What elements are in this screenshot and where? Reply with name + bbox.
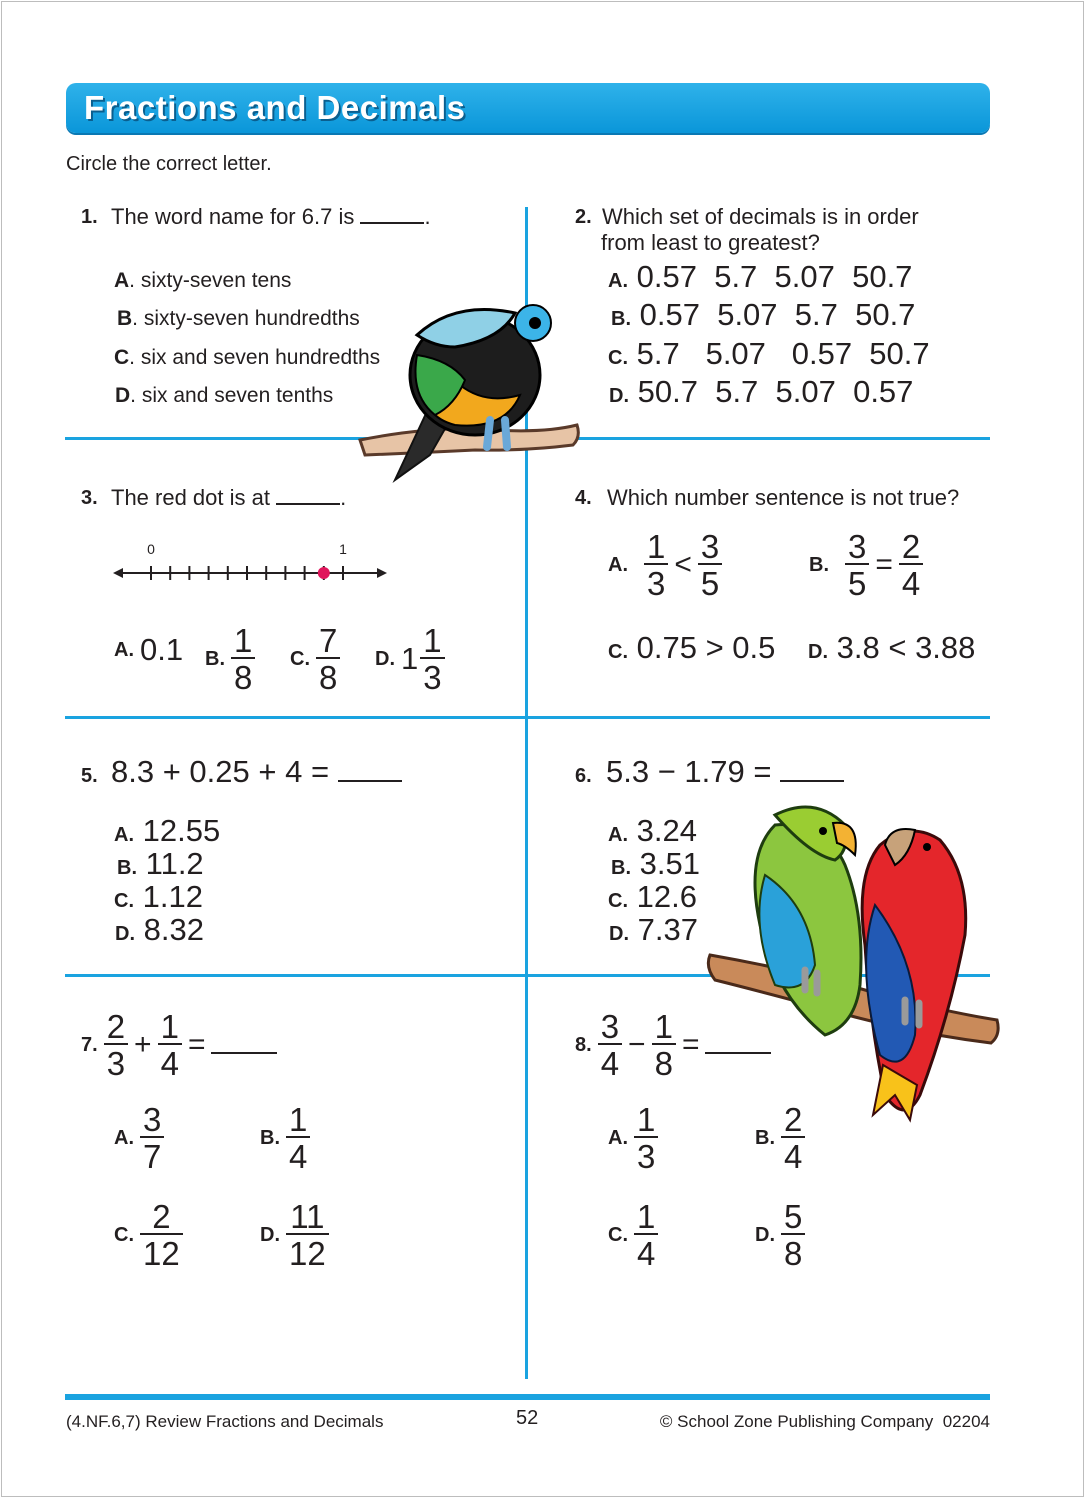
option-c[interactable]: C. 12.6 — [608, 879, 697, 914]
numerator: 1 — [637, 1198, 656, 1235]
fraction — [316, 624, 340, 694]
question-end: . — [424, 204, 431, 229]
option-b[interactable]: B. 11.2 — [117, 846, 204, 881]
page-number: 52 — [516, 1407, 539, 1429]
option-a[interactable]: A . 0.1 — [114, 632, 184, 667]
toucan-illustration — [355, 255, 585, 485]
option-letter: B — [117, 857, 132, 879]
fraction — [140, 1103, 164, 1173]
option-d[interactable]: D. 8.32 — [115, 912, 204, 947]
denominator: 5 — [845, 563, 869, 600]
option-letter: D — [755, 1223, 770, 1246]
option-letter: C — [290, 647, 305, 670]
option-d[interactable]: D. 7.37 — [609, 912, 698, 947]
denominator: 4 — [158, 1043, 182, 1080]
fraction — [781, 1200, 805, 1270]
operator: + — [134, 1028, 152, 1061]
question-text — [111, 754, 402, 790]
denominator: 8 — [231, 657, 255, 694]
fraction — [634, 1200, 658, 1270]
numerator: 11 — [290, 1198, 325, 1235]
option-letter: D — [115, 384, 131, 407]
option-letter: C — [608, 641, 623, 663]
option-d[interactable]: D. 50.7 5.7 5.07 0.57 — [609, 374, 914, 409]
numerator: 2 — [784, 1101, 803, 1138]
option-letter: C — [608, 1223, 623, 1246]
numerator: 2 — [152, 1198, 171, 1235]
denominator: 8 — [652, 1043, 676, 1080]
denominator: 4 — [598, 1043, 622, 1080]
question-stem: 8.3 + 0.25 + 4 = — [111, 754, 330, 789]
option-text: six and seven tenths — [141, 384, 334, 407]
option-letter: D — [808, 641, 823, 663]
question-text-line2: from least to greatest? — [601, 230, 820, 255]
denominator: 4 — [634, 1233, 658, 1270]
denominator: 3 — [420, 657, 444, 694]
option-text: 11.2 — [145, 846, 204, 881]
option-letter: B — [809, 553, 824, 576]
option-d[interactable]: D. six and seven tenths — [115, 384, 334, 407]
option-c[interactable]: C. six and seven hundredths — [114, 346, 381, 369]
numerator: 1 — [234, 622, 253, 659]
question-number: 4. — [575, 487, 592, 509]
denominator: 8 — [316, 657, 340, 694]
option-letter: A — [114, 269, 130, 292]
option-letter: D — [115, 923, 130, 945]
fraction — [286, 1200, 329, 1270]
option-text: 3.8 < 3.88 — [836, 630, 976, 665]
number-line-start-label: 0 — [147, 541, 155, 557]
option-d[interactable]: D . $\frac{11}{12}$ — [260, 1200, 329, 1270]
option-b[interactable]: B . $\frac{2}{4}$ — [755, 1103, 805, 1173]
fraction — [899, 530, 923, 600]
question-number: 1. — [81, 206, 98, 228]
footer-rule — [65, 1394, 990, 1400]
option-letter: A — [114, 1126, 129, 1149]
question-number: 7. — [81, 1033, 98, 1056]
option-d[interactable]: D. 3.8 < 3.88 — [808, 630, 976, 665]
fraction — [231, 624, 255, 694]
option-text: 3.24 — [636, 813, 697, 848]
question-number: 8. — [575, 1033, 592, 1056]
option-letter: A — [114, 638, 129, 661]
option-text: 0.57 5.07 5.7 50.7 — [639, 297, 916, 332]
fraction — [420, 624, 444, 694]
footer-standard: (4.NF.6,7) Review Fractions and Decimals — [66, 1412, 384, 1431]
question-number: 3. — [81, 487, 98, 509]
option-letter: C — [114, 1223, 129, 1246]
option-c[interactable]: C . $\frac{2}{12}$ — [114, 1200, 183, 1270]
numerator: 1 — [647, 528, 666, 565]
question-stem: The word name for 6.7 is — [111, 204, 355, 229]
operator: < — [674, 548, 692, 581]
option-d[interactable]: D . $\frac{5}{8}$ — [755, 1200, 805, 1270]
option-letter: C — [114, 890, 129, 912]
question-stem: The red dot is at — [111, 485, 270, 510]
option-letter: A — [608, 270, 623, 292]
question-expression — [575, 1010, 771, 1080]
fraction — [140, 1200, 183, 1270]
option-a[interactable]: A. 12.55 — [114, 813, 221, 848]
option-a[interactable]: A. 3.24 — [608, 813, 697, 848]
eye-shape — [529, 317, 541, 329]
footer-copyright: © School Zone Publishing Company 02204 — [659, 1412, 990, 1431]
option-a[interactable]: A . $\frac{1}{3}$ < $\frac{3}{5}$ — [608, 530, 722, 600]
answer-blank[interactable] — [211, 1052, 277, 1054]
option-letter: D — [609, 385, 624, 407]
option-letter: A — [608, 824, 623, 846]
option-letter: A — [608, 553, 623, 576]
grid-divider-row2 — [65, 716, 990, 719]
numerator: 3 — [700, 528, 720, 565]
numerator: 1 — [637, 1101, 656, 1138]
option-b[interactable]: B. 0.57 5.07 5.7 50.7 — [611, 297, 916, 332]
fraction — [698, 530, 722, 600]
numerator: 7 — [319, 622, 338, 659]
question-text — [606, 754, 844, 790]
whole-number: 1 — [401, 641, 419, 676]
option-text: 0.57 5.7 5.07 50.7 — [636, 259, 913, 294]
denominator: 3 — [104, 1043, 128, 1080]
option-letter: D — [260, 1223, 275, 1246]
option-letter: A — [608, 1126, 623, 1149]
denominator: 4 — [899, 563, 923, 600]
option-text: 12.6 — [636, 879, 697, 914]
denominator: 3 — [644, 563, 668, 600]
left-arrow-icon — [113, 568, 123, 578]
option-b[interactable]: B . $\frac{1}{4}$ — [260, 1103, 310, 1173]
option-letter: A — [114, 824, 129, 846]
numerator: 1 — [654, 1008, 673, 1045]
answer-blank[interactable] — [780, 780, 844, 782]
answer-blank[interactable] — [276, 503, 340, 505]
equals-sign: = — [187, 1028, 206, 1061]
question-number: 6. — [575, 765, 592, 787]
numerator: 2 — [901, 528, 921, 565]
denominator: 4 — [286, 1136, 310, 1173]
option-text: 50.7 5.7 5.07 0.57 — [637, 374, 914, 409]
denominator: 8 — [781, 1233, 805, 1270]
option-text: 12.55 — [142, 813, 221, 848]
fraction — [286, 1103, 310, 1173]
numerator: 1 — [160, 1008, 179, 1045]
option-text: 0.1 — [140, 632, 184, 667]
option-b[interactable]: B . $\frac{3}{5}$ = $\frac{2}{4}$ — [809, 530, 923, 600]
red-dot — [318, 567, 330, 579]
option-b[interactable]: B . $\frac{1}{8}$ — [205, 624, 255, 694]
option-a[interactable]: A . $\frac{1}{3}$ — [608, 1103, 658, 1173]
option-letter: B — [755, 1126, 770, 1149]
option-c[interactable]: C. 1.12 — [114, 879, 203, 914]
question-text: Which number sentence is not true? — [607, 485, 960, 510]
green-parrot-eye — [819, 827, 827, 835]
operator: − — [628, 1028, 646, 1061]
numerator: 2 — [106, 1008, 126, 1045]
question-stem: 5.3 − 1.79 = — [606, 754, 772, 789]
option-letter: B — [117, 307, 133, 330]
option-a[interactable]: A . $\frac{3}{7}$ — [114, 1103, 164, 1173]
option-a[interactable]: A. 0.57 5.7 5.07 50.7 — [608, 259, 913, 294]
operator: = — [875, 548, 893, 581]
option-text: 1.12 — [142, 879, 203, 914]
number-line — [105, 538, 395, 588]
option-letter: D — [375, 647, 390, 670]
option-d[interactable]: D . 1 $\frac{1}{3}$ — [375, 624, 445, 694]
fraction — [652, 1010, 676, 1080]
answer-blank[interactable] — [338, 780, 402, 782]
fraction — [644, 530, 668, 600]
answer-blank[interactable] — [705, 1052, 771, 1054]
option-text: 7.37 — [637, 912, 698, 947]
option-text: sixty-seven tens — [140, 269, 292, 292]
number-line-end-label: 1 — [339, 541, 347, 557]
instructions: Circle the correct letter. — [66, 153, 272, 175]
option-letter: C — [608, 347, 623, 369]
question-text — [111, 485, 346, 511]
option-letter: B — [611, 857, 626, 879]
question-expression — [81, 1010, 277, 1080]
fraction — [598, 1010, 622, 1080]
question-number: 5. — [81, 765, 98, 787]
question-text-line1: Which set of decimals is in order — [602, 204, 919, 229]
denominator: 3 — [634, 1136, 658, 1173]
option-text: 8.32 — [143, 912, 204, 947]
option-letter: C — [114, 346, 130, 369]
right-arrow-icon — [377, 568, 387, 578]
question-end: . — [340, 485, 347, 510]
numerator: 3 — [848, 528, 867, 565]
fraction — [634, 1103, 658, 1173]
numerator: 5 — [784, 1198, 803, 1235]
question-number: 2. — [575, 206, 592, 228]
numerator: 1 — [423, 622, 442, 659]
option-text: 5.7 5.07 0.57 50.7 — [636, 336, 930, 371]
answer-blank[interactable] — [360, 222, 424, 224]
option-c[interactable]: C. 0.75 > 0.5 — [608, 630, 776, 665]
option-text: six and seven hundredths — [140, 346, 381, 369]
numerator: 3 — [143, 1101, 162, 1138]
option-c[interactable]: C. 5.7 5.07 0.57 50.7 — [608, 336, 930, 371]
fraction — [781, 1103, 805, 1173]
denominator: 5 — [698, 563, 722, 600]
option-c[interactable]: C . $\frac{7}{8}$ — [290, 624, 340, 694]
option-text: 3.51 — [639, 846, 700, 881]
option-letter: B — [611, 308, 626, 330]
option-letter: B — [260, 1126, 275, 1149]
fraction — [158, 1010, 182, 1080]
fraction — [104, 1010, 128, 1080]
denominator: 7 — [140, 1136, 164, 1173]
option-text: 0.75 > 0.5 — [636, 630, 776, 665]
page-title: Fractions and Decimals — [84, 89, 466, 126]
option-letter: D — [609, 923, 624, 945]
equals-sign: = — [681, 1028, 700, 1061]
numerator: 3 — [600, 1008, 620, 1045]
title-banner — [66, 83, 990, 133]
denominator: 12 — [286, 1233, 329, 1270]
red-parrot-eye — [923, 843, 931, 851]
question-text — [111, 204, 431, 230]
option-b[interactable]: B. sixty-seven hundredths — [117, 307, 360, 330]
option-letter: B — [205, 647, 220, 670]
numerator: 1 — [289, 1101, 308, 1138]
denominator: 4 — [781, 1136, 805, 1173]
option-letter: C — [608, 890, 623, 912]
option-c[interactable]: C . $\frac{1}{4}$ — [608, 1200, 658, 1270]
option-a[interactable]: A. sixty-seven tens — [114, 269, 292, 292]
denominator: 12 — [140, 1233, 183, 1270]
option-b[interactable]: B. 3.51 — [611, 846, 700, 881]
fraction — [845, 530, 869, 600]
option-text: sixty-seven hundredths — [143, 307, 360, 330]
